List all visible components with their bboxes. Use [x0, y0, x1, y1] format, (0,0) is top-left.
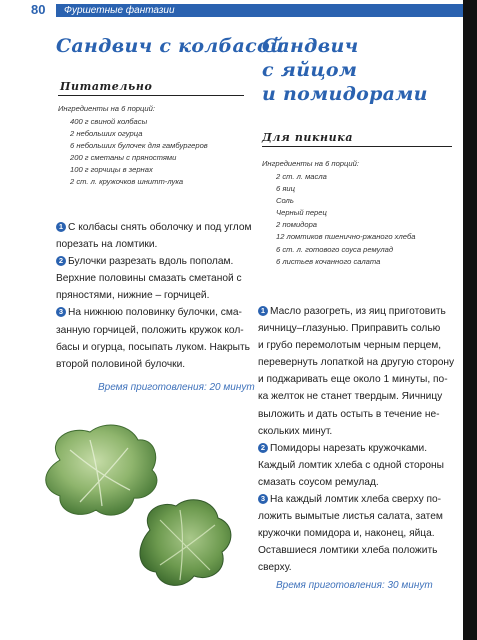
step-line: пряностями, нижние – горчицей. [56, 290, 210, 302]
step-line: Верхние половины смазать сметаной с [56, 273, 242, 285]
step-line: Помидоры нарезать кружочками. [270, 442, 428, 454]
step-line: и поджаривать еще около 1 минуты, по- [258, 374, 448, 386]
recipe1-ingredients-list [70, 116, 208, 189]
step-line: скольких минут. [258, 425, 333, 437]
step-number-badge: 1 [56, 222, 66, 232]
recipe2-ingredients-list [276, 171, 415, 268]
ingredient-item: Черный перец [276, 208, 327, 218]
ingredient-item: 6 листьев кочанного салата [276, 256, 381, 266]
ingredient-item: 2 ст. л. масла [276, 172, 327, 181]
step-line: басы и огурца, посыпать луком. Накрыть [56, 341, 250, 353]
recipe2-title [262, 34, 428, 106]
step-line: порезать на ломтики. [56, 239, 158, 251]
ingredient-item: 2 помидора [276, 220, 318, 230]
page-header [0, 0, 477, 18]
ingredient-item: 2 небольших огурца [70, 129, 143, 139]
method-step [56, 304, 252, 372]
page-edge [463, 0, 477, 640]
step-line: Оставшиеся ломтики хлеба положить [258, 545, 438, 557]
ingredient-item: 6 яиц [276, 184, 295, 194]
ingredient-item: 2 ст. л. кружочков шнитт-лука [70, 177, 184, 187]
recipe2-title-line: с яйцом [262, 59, 358, 81]
lettuce-leaf-small [140, 500, 231, 586]
page-number: 80 [28, 2, 48, 17]
step-line: На каждый ломтик хлеба сверху по- [270, 494, 442, 506]
step-line: занную горчицей, положить кружок кол- [56, 324, 244, 336]
recipe1-method [56, 219, 252, 373]
step-number-badge: 1 [258, 306, 268, 316]
recipe2-title-line: Сандвич [262, 35, 359, 57]
step-line: Масло разогреть, из яиц приготовить [270, 306, 446, 317]
ingredient-item: 100 г горчицы в зернах [70, 165, 153, 175]
recipe2-method [258, 303, 456, 577]
step-line: сверху. [258, 562, 292, 574]
method-step [258, 303, 456, 440]
recipe2-cook-time: Время приготовления: 30 минут [276, 580, 433, 591]
method-step [258, 440, 456, 491]
ingredient-item: Соль [276, 196, 294, 206]
step-line: ка желток не станет твердым. Яичницу [258, 391, 443, 403]
step-line: смазать соусом ремулад. [258, 476, 379, 488]
step-line: кружочки помидора и, наконец, яйца. [258, 528, 435, 540]
step-line: С колбасы снять оболочку и под углом [68, 222, 252, 233]
section-title: Фуршетные фантазии [64, 5, 175, 16]
step-line: и грубо перемолотым черным перцем, [258, 340, 442, 352]
step-line: Булочки разрезать вдоль пополам. [68, 256, 234, 268]
step-number-badge: 3 [56, 307, 66, 317]
recipe2-ingredients-heading: Ингредиенты на 6 порций: [262, 159, 359, 168]
step-line: ложить вымытые листья салата, затем [258, 511, 443, 523]
step-line: На нижнюю половинку булочки, сма- [68, 307, 242, 319]
step-number-badge: 2 [258, 443, 268, 453]
recipe2-title-line: и помидорами [262, 83, 428, 105]
ingredient-item: 200 г сметаны с пряностями [70, 153, 177, 163]
step-line: яичницу–глазунью. Приправить солью [258, 323, 441, 335]
ingredient-item: 6 небольших булочек для гамбургеров [70, 141, 208, 151]
step-number-badge: 3 [258, 494, 268, 504]
step-line: Каждый ломтик хлеба с одной стороны [258, 459, 444, 471]
recipe1-ingredients-heading: Ингредиенты на 6 порций: [58, 104, 155, 113]
step-line: выложить и дать остыть в течение не- [258, 408, 440, 420]
step-line: перевернуть лопаткой на другую сторону [258, 357, 455, 369]
method-step [258, 491, 456, 576]
recipe1-subtitle: Питательно [60, 80, 153, 93]
lettuce-leaf-large [46, 425, 157, 515]
method-step [56, 219, 252, 253]
method-step [56, 253, 252, 304]
recipe2-subtitle: Для пикника [262, 131, 354, 144]
ingredient-item: 12 ломтиков пшенично-ржаного хлеба [276, 232, 416, 242]
lettuce-photo [30, 420, 250, 600]
ingredient-item: 6 ст. л. готового соуса ремулад [276, 244, 394, 254]
recipe1-cook-time: Время приготовления: 20 минут [98, 382, 255, 393]
recipe1-rule [58, 95, 244, 96]
ingredient-item: 400 г свиной колбасы [70, 117, 148, 126]
recipe1-title: Сандвич с колбасой [56, 35, 285, 57]
step-line: второй половиной булочки. [56, 358, 186, 370]
step-number-badge: 2 [56, 256, 66, 266]
recipe2-rule [262, 146, 452, 147]
